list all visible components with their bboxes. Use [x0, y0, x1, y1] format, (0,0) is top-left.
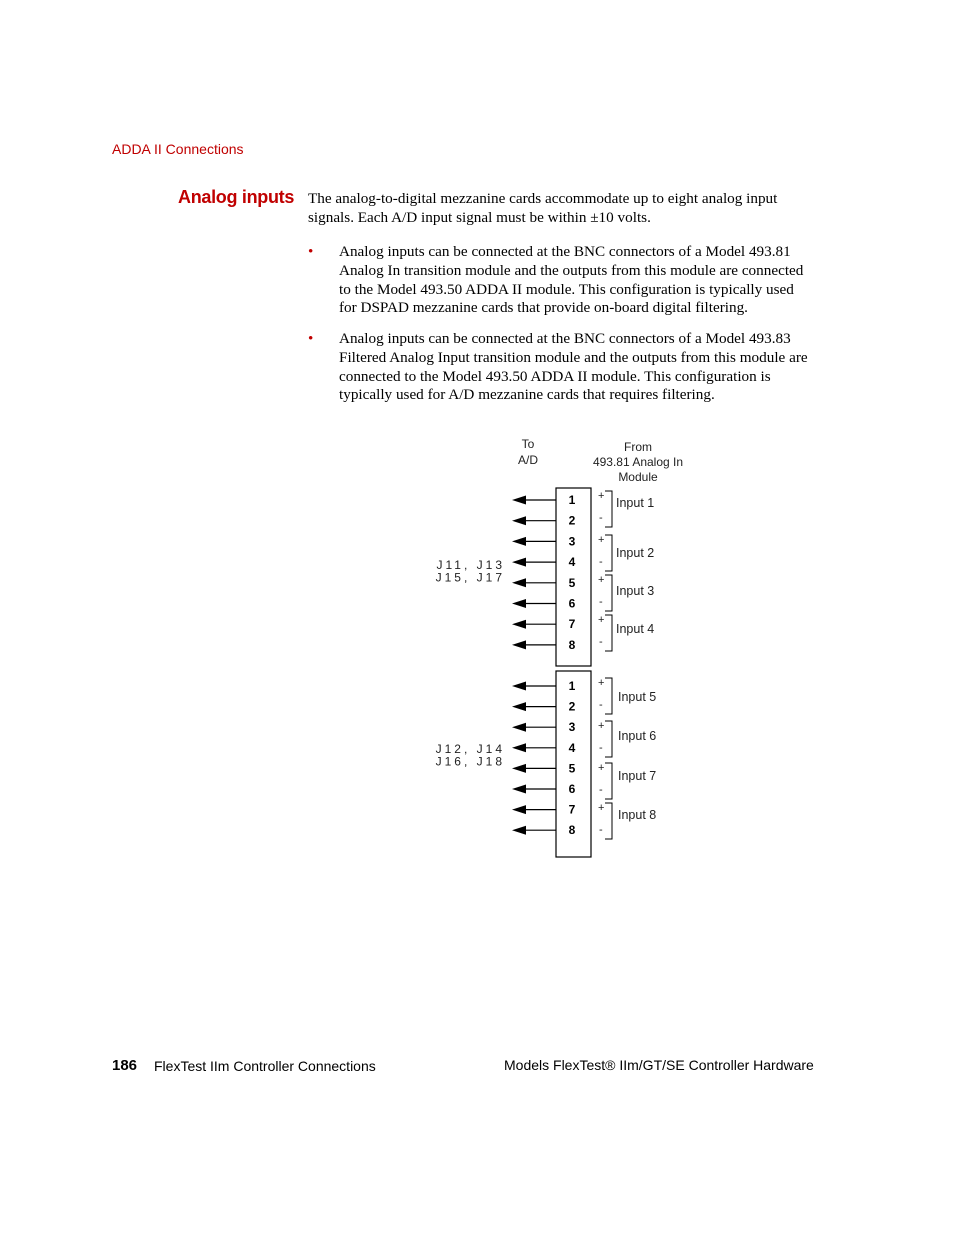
- arrow-left-icon: [512, 558, 526, 567]
- plus-sign: +: [598, 720, 605, 732]
- input-bracket: [605, 721, 612, 757]
- connector-label: J16, J18: [435, 754, 505, 769]
- arrow-left-icon: [512, 702, 526, 711]
- arrow-left-icon: [512, 537, 526, 546]
- minus-sign: -: [599, 512, 603, 524]
- pin-number: 4: [568, 555, 576, 570]
- pin-number: 7: [568, 617, 576, 632]
- arrow-left-icon: [512, 826, 526, 835]
- running-head: ADDA II Connections: [112, 141, 244, 157]
- input-bracket: [605, 803, 612, 839]
- pin-number: 8: [568, 637, 576, 652]
- arrow-left-icon: [512, 599, 526, 608]
- footer-right-text: Models FlexTest® IIm/GT/SE Controller Hardware: [504, 1057, 814, 1073]
- arrow-left-icon: [512, 785, 526, 794]
- bullet-marker: •: [308, 330, 314, 347]
- arrow-left-icon: [512, 640, 526, 649]
- connector-label: J15, J17: [435, 570, 505, 585]
- arrow-left-icon: [512, 578, 526, 587]
- plus-sign: +: [598, 490, 605, 502]
- plus-sign: +: [598, 574, 605, 586]
- footer-left-text: FlexTest IIm Controller Connections: [154, 1058, 376, 1074]
- input-bracket: [605, 763, 612, 799]
- pin-number: 7: [568, 802, 576, 817]
- plus-sign: +: [598, 677, 605, 689]
- input-bracket: [605, 491, 612, 527]
- pin-number: 5: [568, 761, 576, 776]
- bullet-text: Analog inputs can be connected at the BNC connectors of a Model 493.83 Filtered Analog Input transition module and the outputs from this module are connected to the Model 493.50 ADDA II module. This configuration is typically used for A/D mezzanine cards that requires filtering.: [339, 330, 808, 404]
- pin-number: 4: [568, 740, 576, 755]
- arrow-left-icon: [512, 805, 526, 814]
- from-label-line: 493.81 Analog In: [592, 455, 684, 469]
- arrow-left-icon: [512, 496, 526, 505]
- intro-paragraph: The analog-to-digital mezzanine cards accommodate up to eight analog input signals. Each A/D input signal must be within ±10 volts.: [308, 190, 778, 226]
- to-label-line: To: [521, 437, 535, 451]
- input-label: Input 4: [616, 622, 655, 636]
- minus-sign: -: [599, 699, 603, 711]
- input-label: Input 1: [616, 496, 655, 510]
- input-label: Input 6: [618, 729, 657, 743]
- plus-sign: +: [598, 802, 605, 814]
- input-label: Input 8: [618, 808, 657, 822]
- minus-sign: -: [599, 636, 603, 648]
- from-label-line: From: [624, 440, 652, 454]
- connector-label: J11, J13: [436, 558, 505, 572]
- page-number: 186: [112, 1057, 138, 1074]
- pin-number: 3: [568, 720, 576, 735]
- from-label-line: Module: [618, 470, 658, 484]
- bullet-marker: •: [308, 243, 314, 260]
- connector-group: [436, 671, 657, 857]
- connector-label: J12, J14: [435, 742, 505, 756]
- input-bracket: [605, 678, 612, 714]
- plus-sign: +: [598, 614, 605, 626]
- pin-number: 2: [568, 513, 576, 528]
- input-label: Input 7: [618, 769, 657, 783]
- pin-number: 1: [568, 679, 576, 693]
- pin-number: 3: [568, 534, 576, 549]
- pin-number: 6: [568, 782, 576, 796]
- input-label: Input 3: [616, 584, 655, 598]
- to-label-line: A/D: [517, 453, 539, 467]
- pin-number: 6: [568, 596, 576, 611]
- bullet-text: Analog inputs can be connected at the BNC connectors of a Model 493.81 Analog In transition module and the outputs from this module are connected to the Model 493.50 ADDA II module. This configuration is typically used for DSPAD mezzanine cards that provide on-board digital filtering.: [339, 243, 804, 317]
- arrow-left-icon: [512, 723, 526, 732]
- arrow-left-icon: [512, 620, 526, 629]
- pin-number: 2: [568, 699, 576, 714]
- arrow-left-icon: [512, 516, 526, 525]
- input-bracket: [605, 535, 612, 571]
- input-bracket: [605, 615, 612, 651]
- section-title: Analog inputs: [178, 187, 295, 207]
- minus-sign: -: [599, 784, 603, 796]
- input-bracket: [605, 575, 612, 611]
- minus-sign: -: [599, 556, 603, 568]
- pin-number: 8: [568, 823, 576, 838]
- arrow-left-icon: [512, 764, 526, 773]
- arrow-left-icon: [512, 743, 526, 752]
- connector-group: [436, 488, 655, 666]
- pin-number: 5: [568, 575, 576, 590]
- pin-number: 1: [568, 493, 576, 507]
- plus-sign: +: [598, 762, 605, 774]
- arrow-left-icon: [512, 682, 526, 691]
- minus-sign: -: [599, 742, 603, 754]
- input-label: Input 2: [616, 546, 655, 560]
- minus-sign: -: [599, 596, 603, 608]
- plus-sign: +: [598, 534, 605, 546]
- input-label: Input 5: [618, 690, 657, 704]
- minus-sign: -: [599, 824, 603, 836]
